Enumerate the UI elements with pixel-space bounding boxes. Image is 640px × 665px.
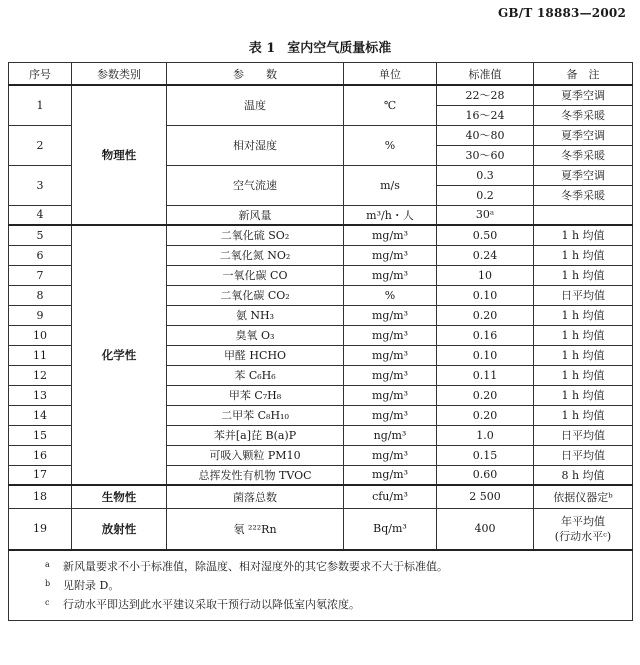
remark-line: (行动水平ᶜ) (554, 529, 612, 543)
row-unit: mg/m³ (344, 245, 437, 265)
row-no: 9 (9, 305, 72, 325)
row-remark: 日平均值 (534, 445, 633, 465)
row-unit: mg/m³ (344, 465, 437, 485)
row-param: 二氧化碳 CO₂ (167, 285, 344, 305)
table-title-text: 室内空气质量标准 (287, 41, 392, 56)
row-unit: cfu/m³ (344, 485, 437, 508)
row-no: 10 (9, 325, 72, 345)
row-remark: 夏季空调 (534, 125, 633, 145)
row-remark: 1 h 均值 (534, 325, 633, 345)
row-unit: mg/m³ (344, 325, 437, 345)
row-remark: 1 h 均值 (534, 225, 633, 245)
row-remark: 1 h 均值 (534, 365, 633, 385)
footnote-mark: b (45, 579, 51, 588)
row-value: 0.11 (437, 365, 534, 385)
row-param: 相对湿度 (167, 125, 344, 165)
row-param: 二甲苯 C₈H₁₀ (167, 405, 344, 425)
row-param: 一氧化碳 CO (167, 265, 344, 285)
row-value: 16～24 (437, 105, 534, 125)
row-no: 19 (9, 508, 72, 550)
row-no: 15 (9, 425, 72, 445)
row-remark (534, 205, 633, 225)
category-physical: 物理性 (72, 85, 167, 225)
row-remark: 冬季采暖 (534, 145, 633, 165)
footnote-mark: c (45, 598, 50, 607)
row-remark: 1 h 均值 (534, 345, 633, 365)
row-value: 2 500 (437, 485, 534, 508)
table-row (9, 485, 633, 508)
footnote-text: 行动水平即达到此水平建议采取干预行动以降低室内氡浓度。 (63, 598, 360, 611)
row-unit: mg/m³ (344, 225, 437, 245)
row-unit: ng/m³ (344, 425, 437, 445)
row-remark (534, 508, 633, 550)
row-value: 22～28 (437, 85, 534, 105)
category-biological: 生物性 (72, 485, 167, 508)
row-no: 8 (9, 285, 72, 305)
row-value: 1.0 (437, 425, 534, 445)
table-label: 表 1 (248, 41, 276, 56)
row-remark: 夏季空调 (534, 165, 633, 185)
row-no: 16 (9, 445, 72, 465)
row-value: 400 (437, 508, 534, 550)
row-value: 0.20 (437, 385, 534, 405)
row-param: 可吸入颗粒 PM10 (167, 445, 344, 465)
row-value: 0.20 (437, 405, 534, 425)
row-param: 菌落总数 (167, 485, 344, 508)
row-param: 苯 C₆H₆ (167, 365, 344, 385)
footnotes (9, 550, 633, 620)
row-remark: 依据仪器定ᵇ (534, 485, 633, 508)
table-row (9, 225, 633, 245)
row-remark: 1 h 均值 (534, 245, 633, 265)
row-no: 1 (9, 85, 72, 125)
notes-row (9, 550, 633, 620)
row-value: 0.3 (437, 165, 534, 185)
row-unit: mg/m³ (344, 445, 437, 465)
row-remark: 1 h 均值 (534, 305, 633, 325)
row-remark: 夏季空调 (534, 85, 633, 105)
row-unit: mg/m³ (344, 405, 437, 425)
row-value: 0.24 (437, 245, 534, 265)
row-param: 氨 NH₃ (167, 305, 344, 325)
footnote-text: 见附录 D。 (63, 579, 120, 592)
row-unit: m/s (344, 165, 437, 205)
row-param: 臭氧 O₃ (167, 325, 344, 345)
row-no: 6 (9, 245, 72, 265)
category-radioactive: 放射性 (72, 508, 167, 550)
row-param: 总挥发性有机物 TVOC (167, 465, 344, 485)
remark-line: 年平均值 (561, 514, 605, 528)
row-value: 30ᵃ (437, 205, 534, 225)
row-unit: Bq/m³ (344, 508, 437, 550)
row-unit: m³/h・人 (344, 205, 437, 225)
row-value: 30～60 (437, 145, 534, 165)
row-unit: mg/m³ (344, 305, 437, 325)
row-remark: 日平均值 (534, 285, 633, 305)
row-value: 0.2 (437, 185, 534, 205)
row-no: 13 (9, 385, 72, 405)
row-remark: 8 h 均值 (534, 465, 633, 485)
standard-code: GB/T 18883—2002 (497, 6, 626, 20)
row-unit: mg/m³ (344, 345, 437, 365)
row-unit: mg/m³ (344, 385, 437, 405)
row-value: 0.15 (437, 445, 534, 465)
row-param: 氡 ²²²Rn (167, 508, 344, 550)
row-no: 14 (9, 405, 72, 425)
header-parameter: 参 数 (167, 63, 344, 86)
row-param: 苯并[a]芘 B(a)P (167, 425, 344, 445)
row-no: 7 (9, 265, 72, 285)
row-remark: 冬季采暖 (534, 105, 633, 125)
table-row (9, 85, 633, 105)
row-remark: 冬季采暖 (534, 185, 633, 205)
header-row (9, 63, 633, 86)
header-remark: 备 注 (534, 63, 633, 86)
row-remark: 1 h 均值 (534, 265, 633, 285)
row-no: 5 (9, 225, 72, 245)
row-value: 0.10 (437, 285, 534, 305)
row-value: 0.16 (437, 325, 534, 345)
header-standard-value: 标准值 (437, 63, 534, 86)
header-category: 参数类别 (72, 63, 167, 86)
header-unit: 单位 (344, 63, 437, 86)
footnote (45, 576, 632, 595)
row-value: 0.20 (437, 305, 534, 325)
row-remark: 日平均值 (534, 425, 633, 445)
row-param: 甲醛 HCHO (167, 345, 344, 365)
row-param: 新风量 (167, 205, 344, 225)
row-no: 17 (9, 465, 72, 485)
row-no: 18 (9, 485, 72, 508)
row-param: 空气流速 (167, 165, 344, 205)
row-no: 12 (9, 365, 72, 385)
header-no: 序号 (9, 63, 72, 86)
footnote-text: 新风量要求不小于标准值，除温度、相对湿度外的其它参数要求不大于标准值。 (63, 560, 448, 573)
row-value: 10 (437, 265, 534, 285)
category-chemical: 化学性 (72, 225, 167, 485)
row-param: 二氧化氮 NO₂ (167, 245, 344, 265)
row-value: 0.60 (437, 465, 534, 485)
row-value: 0.10 (437, 345, 534, 365)
row-remark: 1 h 均值 (534, 405, 633, 425)
row-unit: % (344, 285, 437, 305)
footnote (45, 595, 632, 614)
row-unit: ℃ (344, 85, 437, 125)
row-no: 4 (9, 205, 72, 225)
row-unit: mg/m³ (344, 265, 437, 285)
row-value: 40～80 (437, 125, 534, 145)
row-param: 甲苯 C₇H₈ (167, 385, 344, 405)
row-param: 二氧化硫 SO₂ (167, 225, 344, 245)
row-remark: 1 h 均值 (534, 385, 633, 405)
table-title (0, 37, 640, 56)
air-quality-table (8, 62, 633, 621)
row-param: 温度 (167, 85, 344, 125)
table-row (9, 508, 633, 550)
footnote (45, 557, 632, 576)
row-no: 2 (9, 125, 72, 165)
row-no: 3 (9, 165, 72, 205)
row-unit: mg/m³ (344, 365, 437, 385)
row-value: 0.50 (437, 225, 534, 245)
row-no: 11 (9, 345, 72, 365)
row-unit: % (344, 125, 437, 165)
footnote-mark: a (45, 560, 50, 569)
